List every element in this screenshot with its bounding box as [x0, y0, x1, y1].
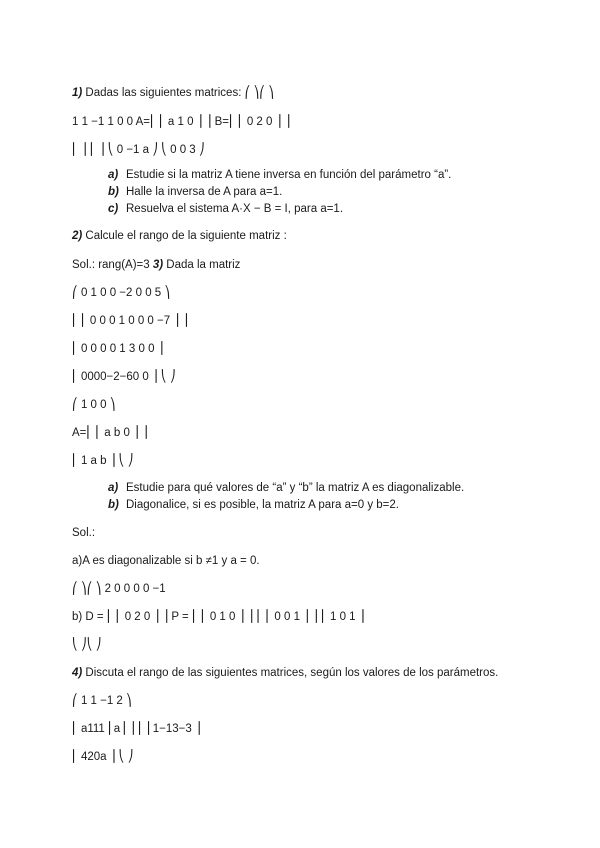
- solution-2-text: Sol.: rang(A)=3: [72, 259, 153, 271]
- problem-4-matrix-line: ⎛ 1 1 −1 2 ⎞: [72, 695, 132, 707]
- item-text: Halle la inversa de A para a=1.: [126, 186, 283, 198]
- item-text: Diagonalice, si es posible, la matriz A para a=0 y b=2.: [126, 499, 399, 511]
- matrix-line: ⎛ 0 1 0 0 −2 0 0 5 ⎞: [72, 287, 171, 299]
- problem-1-number: 1): [72, 87, 83, 99]
- item-label: a): [108, 169, 119, 181]
- item-label: b): [108, 499, 119, 511]
- problem-2-title: Calcule el rango de la siguiente matriz :: [82, 230, 287, 242]
- item-text: Estudie si la matriz A tiene inversa en función del parámetro “a”.: [126, 169, 452, 181]
- problem-2-number: 2): [72, 230, 83, 242]
- matrix-line: ⎜ 1 a b ⎟ ⎝ ⎠: [72, 455, 134, 467]
- matrix-line: ⎜ ⎜ 0 0 0 1 0 0 0 −7 ⎟ ⎟: [72, 315, 189, 327]
- problem-4-title: Discuta el rango de las siguientes matrices, según los valores de los parámetros.: [82, 667, 499, 679]
- problem-1-item-a: [108, 168, 451, 182]
- solution-3-b-line-1: ⎛ ⎞⎛ ⎞ 2 0 0 0 0 −1: [72, 583, 166, 595]
- problem-1-matrix-line-2: ⎜ ⎟ ⎜ ⎟ ⎝ 0 −1 a ⎠ ⎝ 0 0 3 ⎠: [72, 144, 205, 156]
- problem-1-title: Dadas las siguientes matrices: ⎛ ⎞⎛ ⎞: [82, 87, 274, 99]
- problem-3-item-b: [108, 498, 399, 512]
- problem-1-item-b: [108, 185, 282, 199]
- problem-4-number: 4): [72, 667, 83, 679]
- problem-4-heading: [72, 666, 498, 680]
- solution-3-label: Sol.:: [72, 527, 96, 539]
- item-label: a): [108, 482, 119, 494]
- problem-3-title: Dada la matriz: [163, 259, 241, 271]
- item-text: Resuelva el sistema A·X − B = I, para a=1.: [126, 203, 344, 215]
- item-label: b): [108, 186, 119, 198]
- problem-2-heading: [72, 229, 287, 243]
- problem-1-matrix-line-1: 1 1 −1 1 0 0 A=⎜ ⎜ a 1 0 ⎟ ⎟ B=⎜ ⎜ 0 2 0 ⎟ ⎟: [72, 116, 291, 128]
- matrix-line: ⎜ 0 0 0 0 1 3 0 0 ⎟: [72, 343, 164, 355]
- problem-1-item-c: [108, 202, 343, 216]
- item-text: Estudie para qué valores de “a” y “b” la matriz A es diagonalizable.: [126, 482, 465, 494]
- problem-4-matrix-line: ⎜ a111 ⎜a⎟ ⎟ ⎜ ⎜1−13−3 ⎟: [72, 723, 201, 735]
- solution-3-b-line-3: ⎝ ⎠⎝ ⎠: [72, 639, 102, 651]
- matrix-line: A=⎜ ⎜ a b 0 ⎟ ⎟: [72, 427, 148, 439]
- solution-2-line: [72, 258, 240, 272]
- matrix-line: ⎜ 0000−2−60 0 ⎟ ⎝ ⎠: [72, 371, 176, 383]
- solution-3-b-line-2: b) D = ⎜ ⎜ 0 2 0 ⎟ ⎟ P = ⎜ ⎜ 0 1 0 ⎟ ⎟ ⎜ ⎜ 0 0 1 ⎟ ⎟ ⎜ 1 0 1 ⎟: [72, 611, 365, 623]
- problem-3-item-a: [108, 481, 464, 495]
- problem-3-number: 3): [152, 259, 164, 271]
- item-label: c): [108, 203, 119, 215]
- problem-1-heading: [72, 86, 274, 100]
- solution-3-a: a)A es diagonalizable si b ≠1 y a = 0.: [72, 555, 260, 567]
- problem-4-matrix-line: ⎜ 420a ⎟ ⎝ ⎠: [72, 751, 134, 763]
- matrix-line: ⎛ 1 0 0 ⎞: [72, 399, 116, 411]
